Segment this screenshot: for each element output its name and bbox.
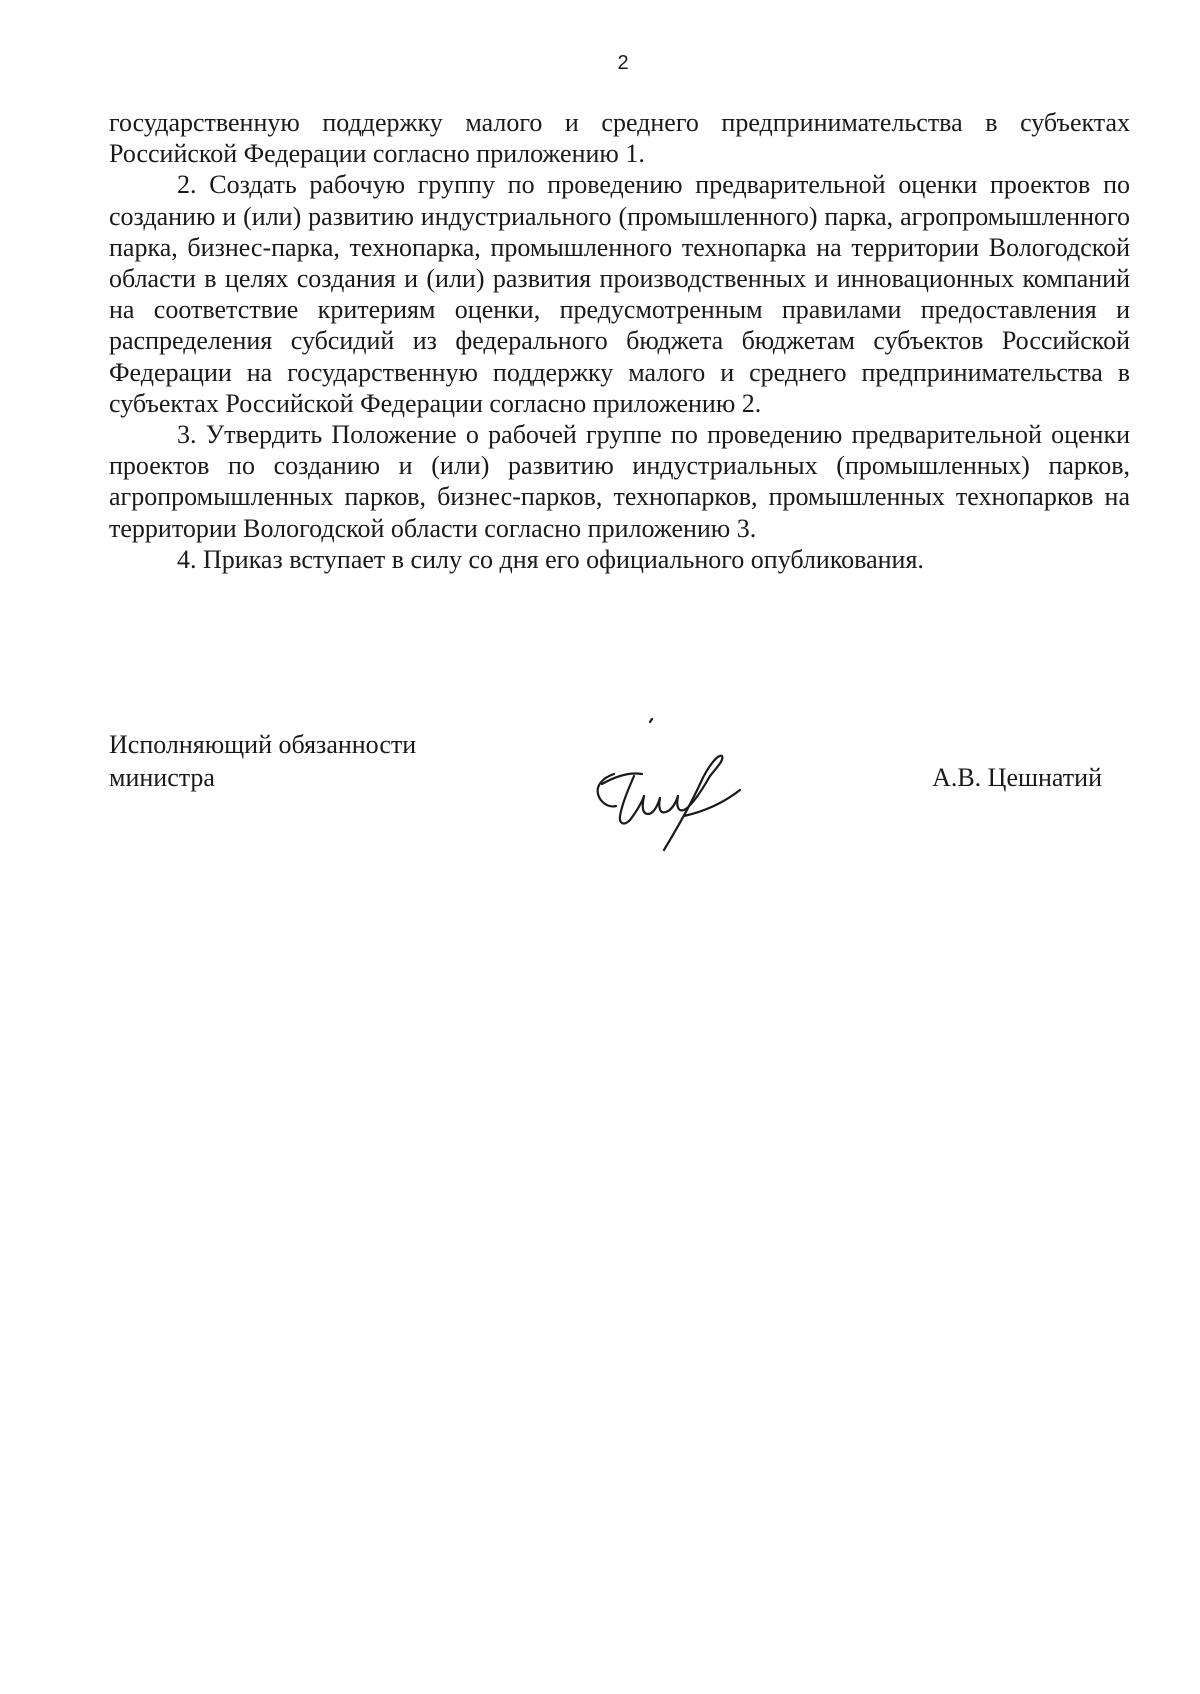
paragraph-item-4: 4. Приказ вступает в силу со дня его официального опубликования. [177,544,924,574]
page-number: 2 [617,52,629,74]
paragraph-item-3: 3. Утвердить Положение о рабочей группе по проведению предварительной оценки проектов по созданию и (или) развитию индустриальных (промышленных) парков, агропромышленных парков, бизнес-парков, технопарков, промышленных технопарков на территории Вологодской области согласно приложению 3. [109,420,1130,543]
signatory-name: А.В. Цешнатий [932,763,1102,792]
paragraph-item-2: 2. Создать рабочую группу по проведению предварительной оценки проектов по созданию и (или) развитию индустриального (промышленного) парка, агропромышленного парка, бизнес-парка, технопарка, промышленного технопарка на территории Вологодской области в целях создания и (или) развития производственных и инновационных компаний на соответствие критериям оценки, предусмотренным правилами предоставления и распределения субсидий из федерального бюджета бюджетам субъектов Российской Федерации на государственную поддержку малого и среднего предпринимательства в субъектах Российской Федерации согласно приложению 2. [109,170,1130,418]
signatory-position: Исполняющий обязанности министра [109,730,417,792]
paragraph-continuation: государственную поддержку малого и среднего предпринимательства в субъектах Российской Федерации согласно приложению 1. [109,108,1130,169]
signature-block [109,728,1130,868]
handwritten-signature [572,716,758,866]
document-body [109,107,1130,575]
